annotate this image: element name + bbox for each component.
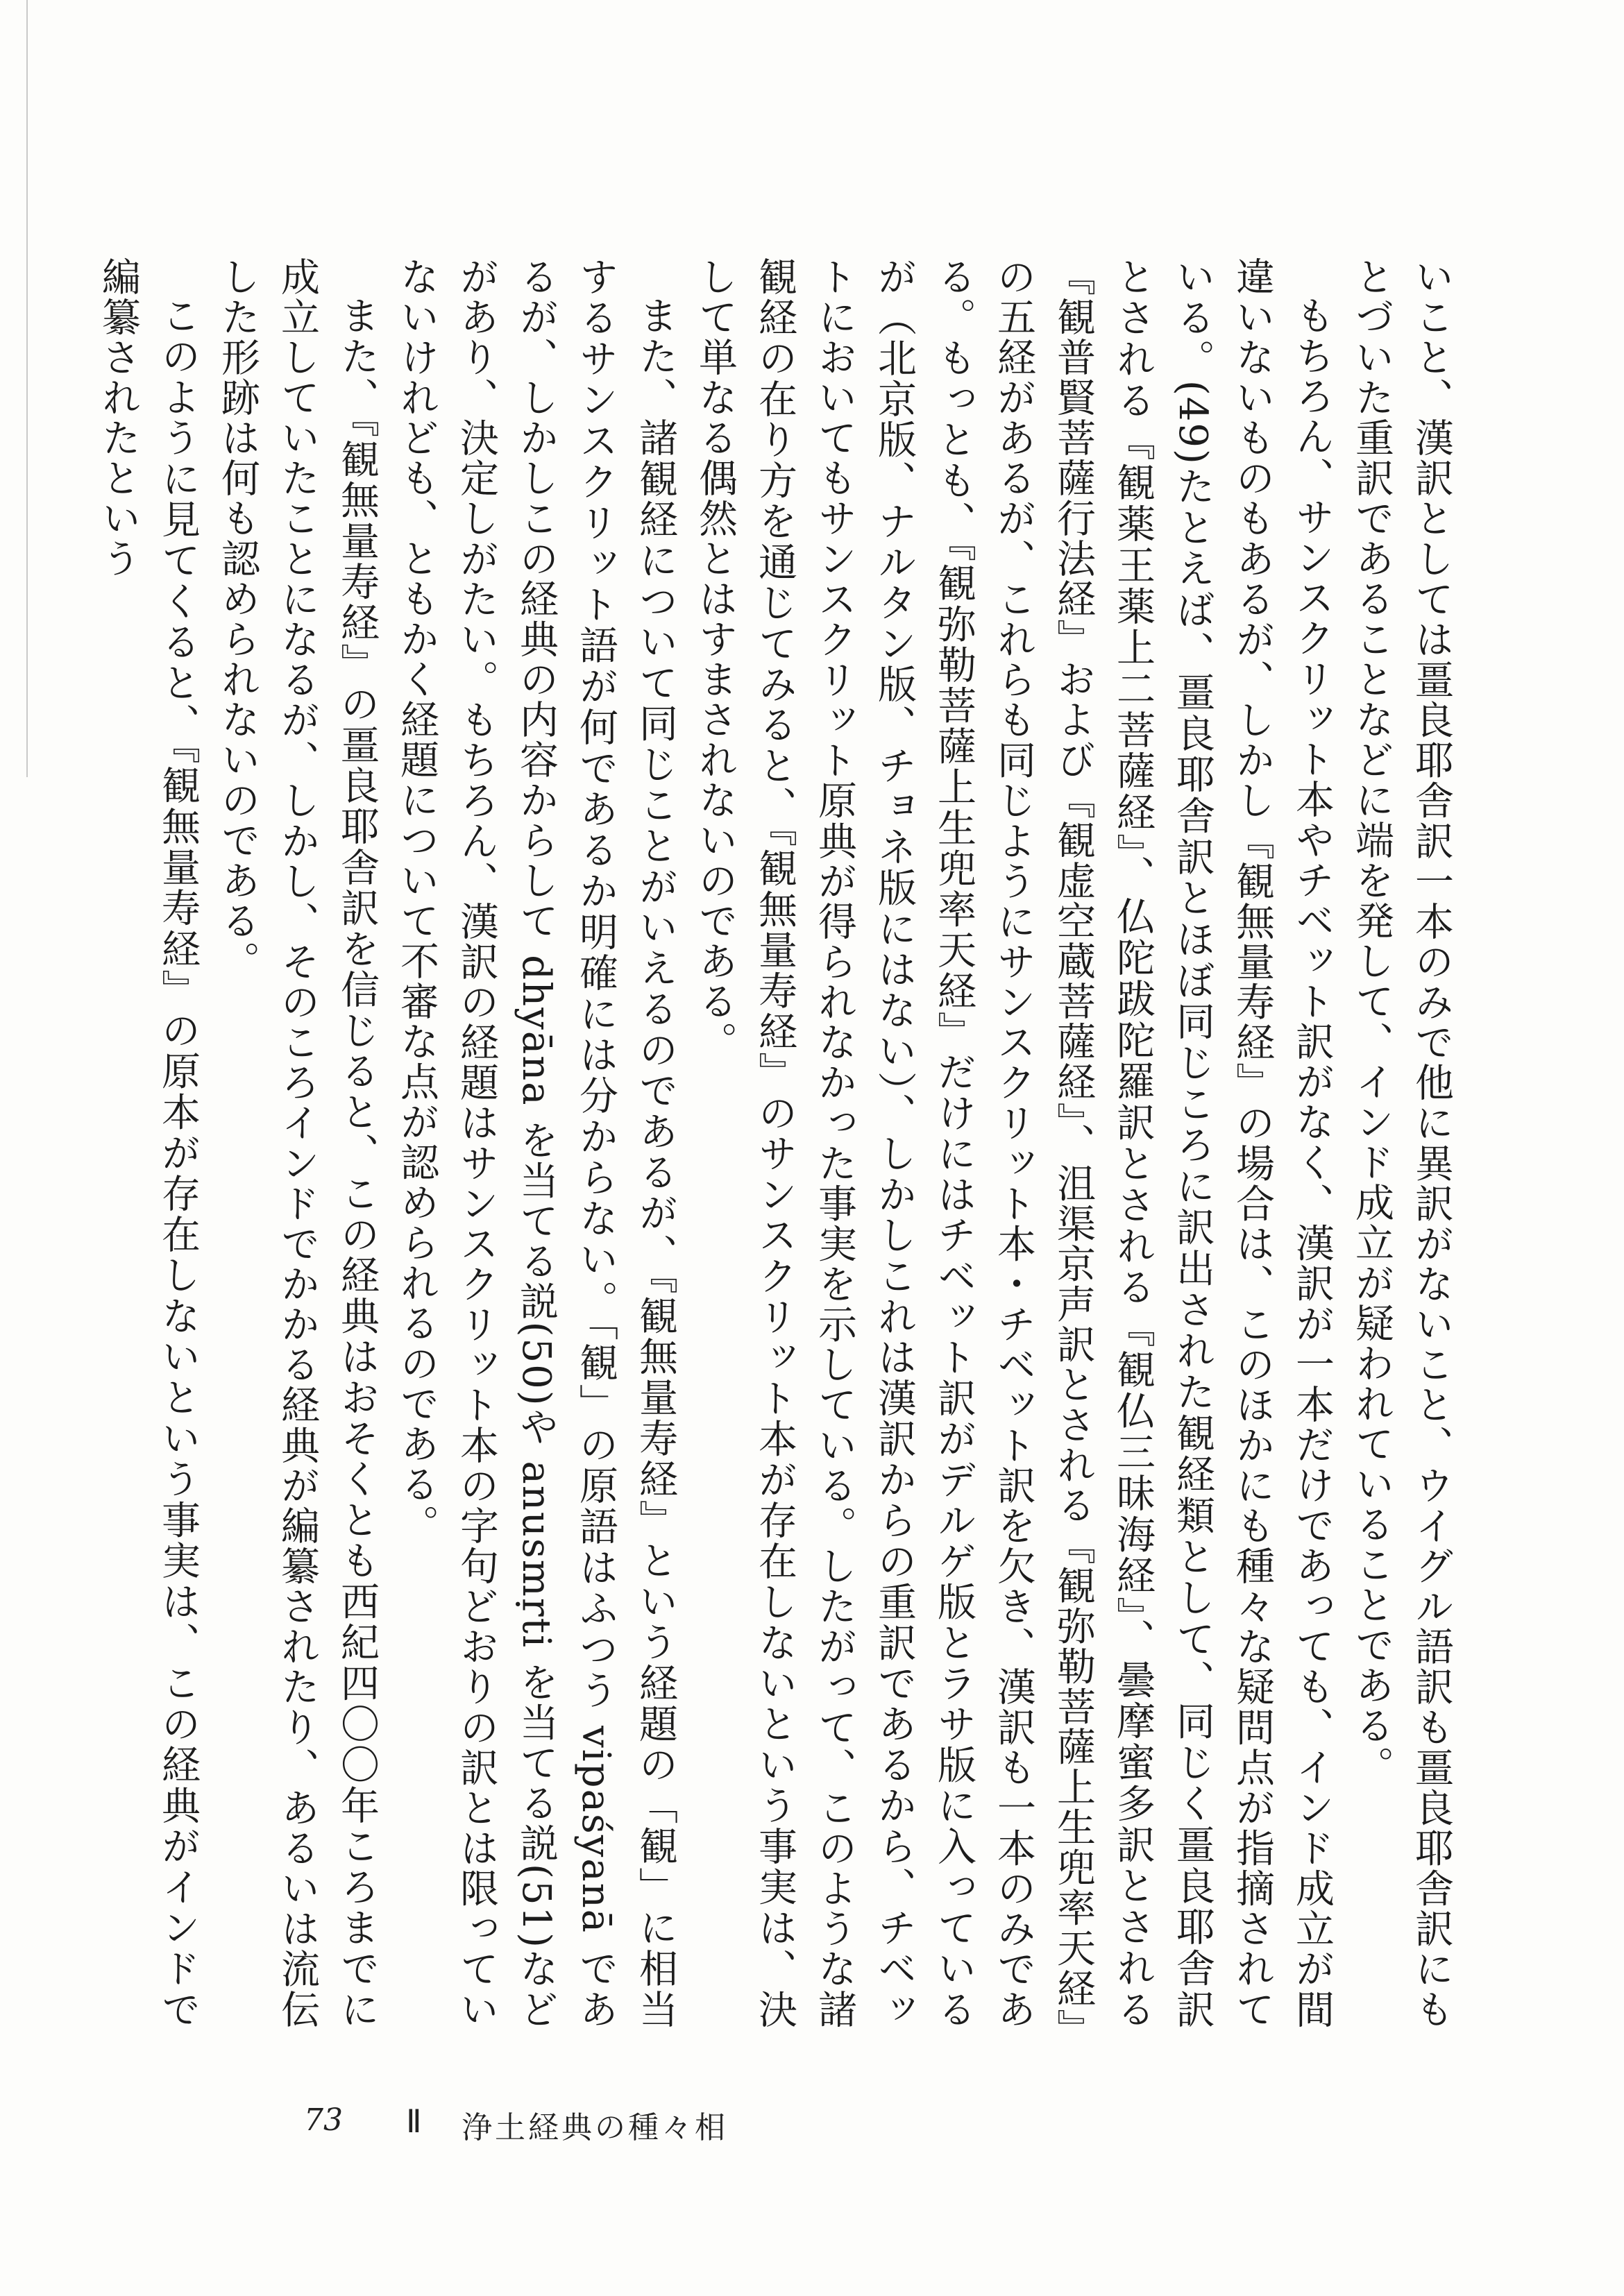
body-text-block xyxy=(96,257,1461,2030)
part-number: Ⅱ xyxy=(406,2104,422,2139)
paragraph-5: このように見てくると、『観無量寿経』の原本が存在しないという事実は、この経典がインドで編纂されたという xyxy=(96,257,201,2030)
paragraph-2: もちろん、サンスクリット本やチベット訳がなく、漢訳が一本だけであっても、インド成立が間違いないものもあるが、しかし『観無量寿経』の場合は、このほかにも種々な疑問点が指摘されている。(49)たとえば、畺良耶舎訳とほぼ同じころに訳出された観経類として、同じく畺良耶舎訳とされる『観薬王薬上二菩薩経』、仏陀跋陀羅訳とされる『観仏三昧海経』、曇摩蜜多訳とされる『観普賢菩薩行法経』および『観虚空蔵菩薩経』、沮渠京声訳とされる『観弥勒菩薩上生兜率天経』の五経があるが、これらも同じようにサンスクリット本・チベット訳を欠き、漢訳も一本のみである。もっとも、『観弥勒菩薩上生兜率天経』だけにはチベット訳がデルゲ版とラサ版に入っているが（北京版、ナルタン版、チョネ版にはない）、しかしこれは漢訳からの重訳であるから、チベットにおいてもサンスクリット原典が得られなかった事実を示している。したがって、このような諸観経の在り方を通じてみると、『観無量寿経』のサンスクリット本が存在しないという事実は、決して単なる偶然とはすまされないのである。 xyxy=(693,257,1335,2030)
paragraph-1: いこと、漢訳としては畺良耶舎訳一本のみで他に異訳がないこと、ウイグル語訳も畺良耶舎訳にもとづいた重訳であることなどに端を発して、インド成立が疑われていることである。 xyxy=(1349,257,1454,2030)
paragraph-3: また、諸観経について同じことがいえるのであるが、『観無量寿経』という経題の「観」に相当するサンスクリット語が何であるか明確には分からない。「観」の原語はふつう vipaśyanā であるが、しかしこの経典の内容からして dhyāna を当てる説(50)や anusmṛti を当てる説(51)などがあり、決定しがたい。もちろん、漢訳の経題はサンスクリット本の字句どおりの訳とは限っていないけれども、ともかく経題について不審な点が認められるのである。 xyxy=(394,257,678,2030)
paragraph-4: また、『観無量寿経』の畺良耶舎訳を信じると、この経典はおそくとも西紀四〇〇年ころまでに成立していたことになるが、しかし、そのころインドでかかる経典が編纂されたり、あるいは流伝した形跡は何も認められないのである。 xyxy=(215,257,380,2030)
binding-edge-line xyxy=(26,0,28,777)
page-number: 73 xyxy=(304,2102,343,2138)
running-head-title: 浄土経典の種々相 xyxy=(462,2110,728,2145)
page-footer xyxy=(0,2102,1624,2151)
